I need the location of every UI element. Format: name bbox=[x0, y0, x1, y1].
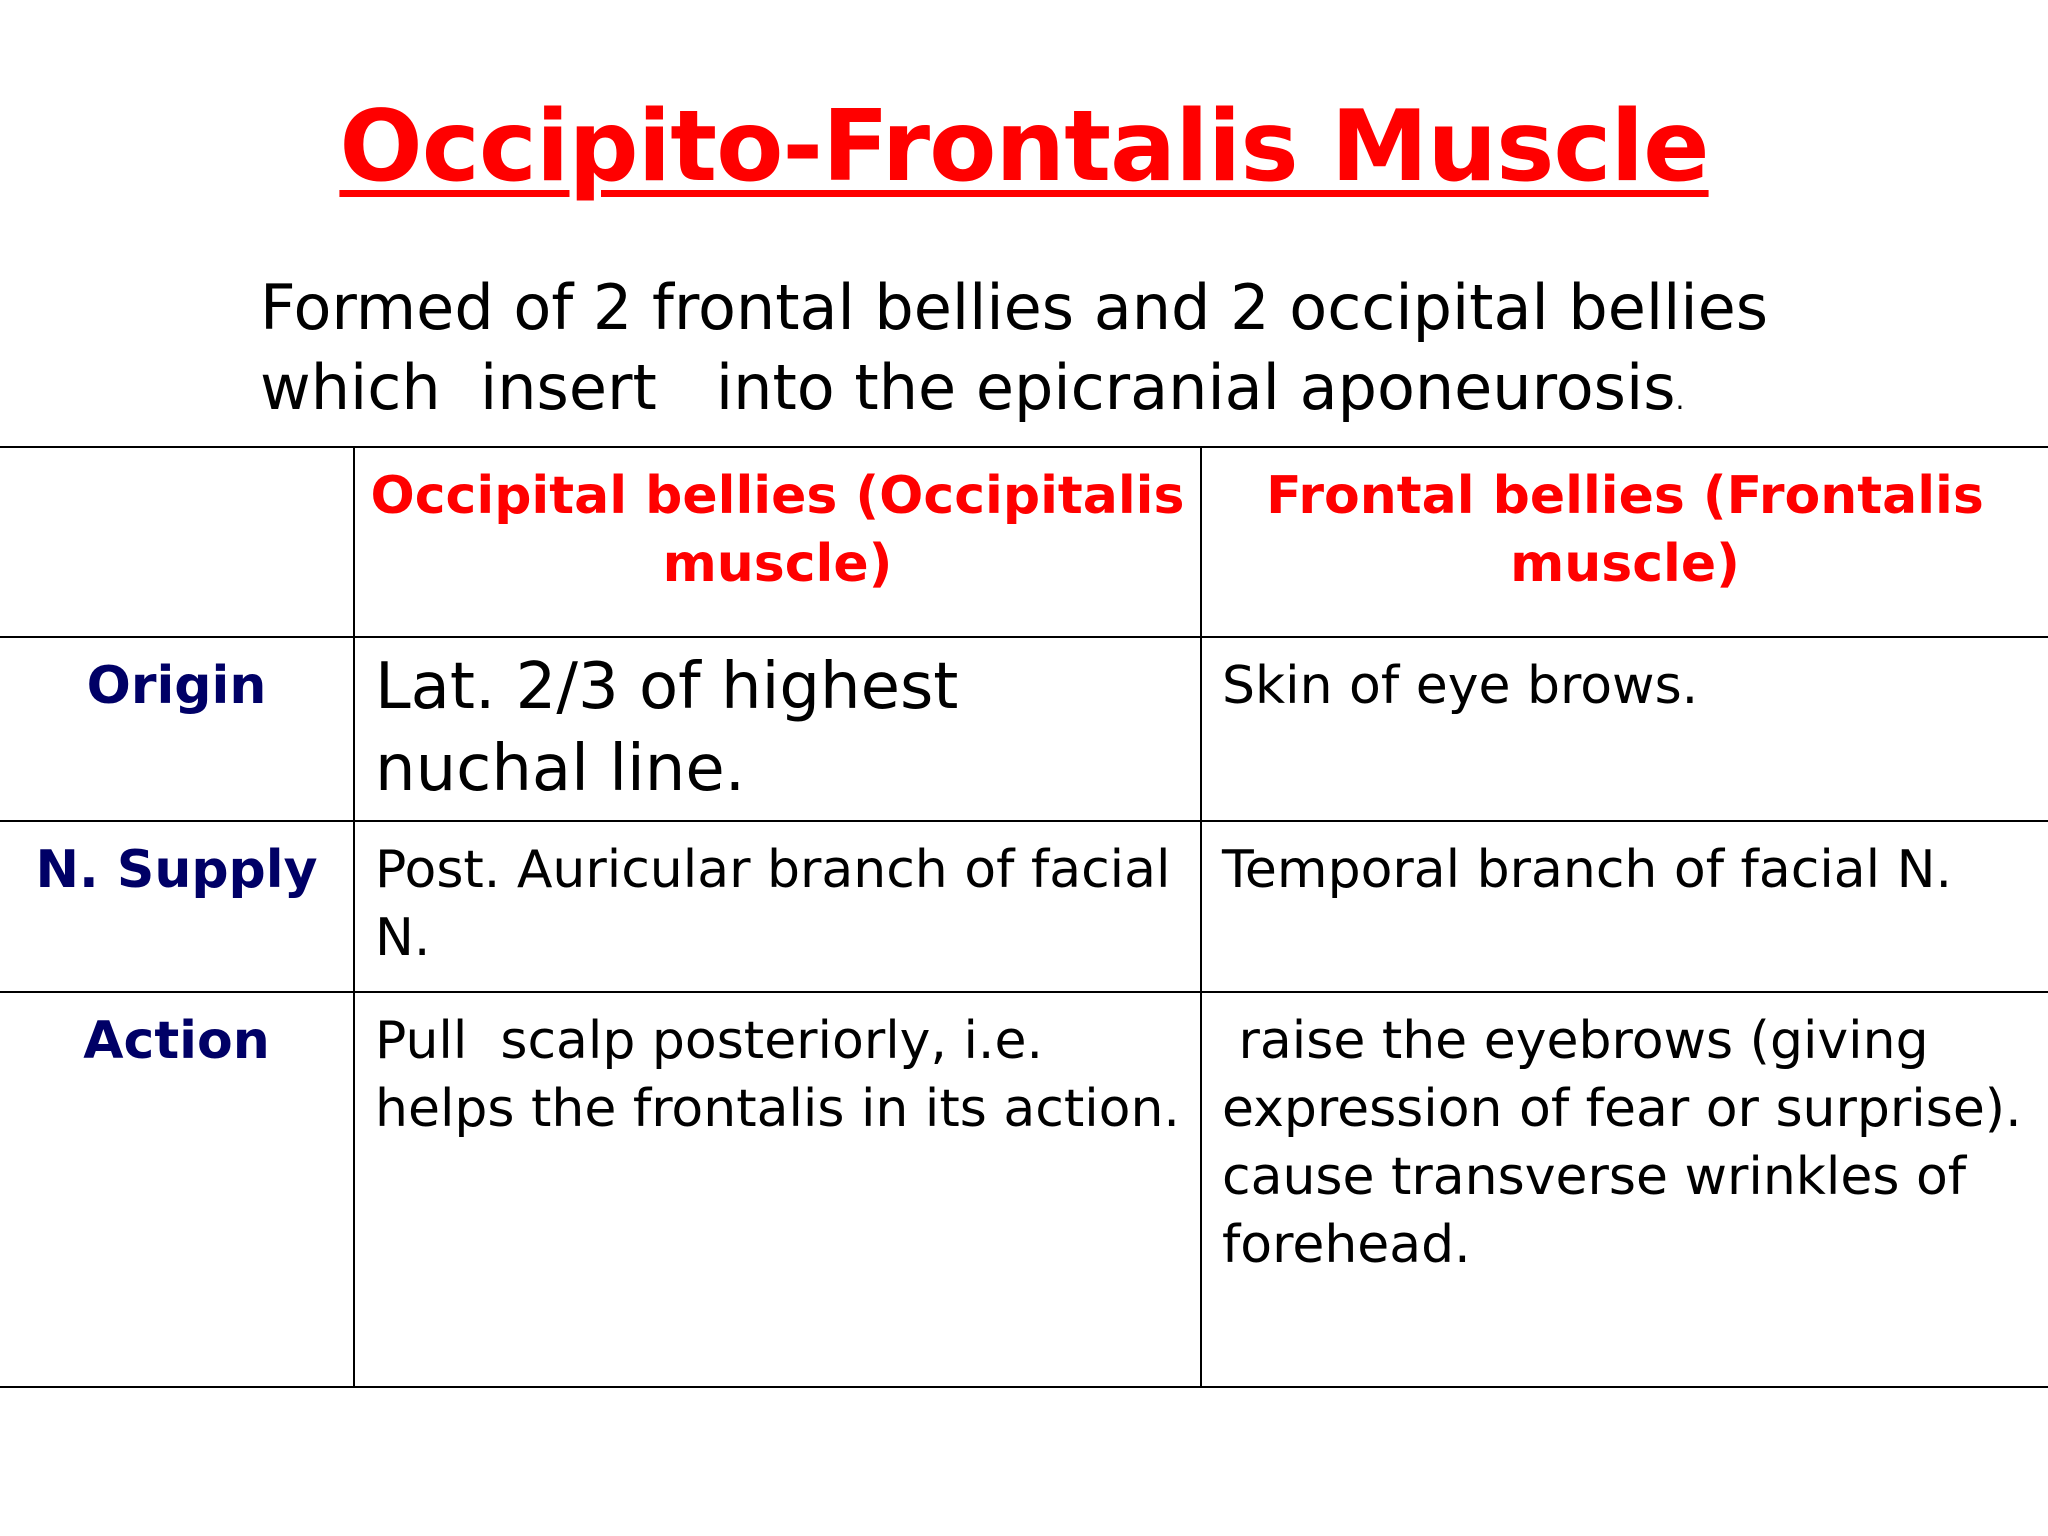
table-row-action bbox=[0, 992, 2048, 1387]
action-occipital-cell: Pull scalp posteriorly, i.e. helps the frontalis in its action. bbox=[354, 992, 1201, 1387]
nerve-supply-frontal-cell: Temporal branch of facial N. bbox=[1201, 821, 2048, 992]
intro-line-2: which insert into the epicranial aponeurosis bbox=[260, 351, 1676, 424]
row-label-nerve-supply: N. Supply bbox=[0, 821, 354, 992]
intro-period: . bbox=[1675, 383, 1685, 416]
intro-text bbox=[260, 268, 1900, 440]
muscle-comparison-table bbox=[0, 446, 2048, 1388]
slide-title: Occipito-Frontalis Muscle bbox=[339, 90, 1709, 204]
row-label-origin: Origin bbox=[0, 637, 354, 821]
table-row-origin bbox=[0, 637, 2048, 821]
header-frontal-bellies: Frontal bellies (Frontalis muscle) bbox=[1201, 447, 2048, 637]
header-occipital-bellies: Occipital bellies (Occipitalis muscle) bbox=[354, 447, 1201, 637]
intro-line-1: Formed of 2 frontal bellies and 2 occipital bellies bbox=[260, 271, 1769, 344]
table-corner-cell bbox=[0, 447, 354, 637]
action-frontal-cell: raise the eyebrows (giving expression of fear or surprise). cause transverse wrinkles of forehead. bbox=[1201, 992, 2048, 1387]
nerve-supply-occipital-cell: Post. Auricular branch of facial N. bbox=[354, 821, 1201, 992]
origin-occipital-cell: Lat. 2/3 of highest nuchal line. bbox=[354, 637, 1201, 821]
table-row-nerve-supply bbox=[0, 821, 2048, 992]
row-label-action: Action bbox=[0, 992, 354, 1387]
table-header-row bbox=[0, 447, 2048, 637]
origin-frontal-cell: Skin of eye brows. bbox=[1201, 637, 2048, 821]
